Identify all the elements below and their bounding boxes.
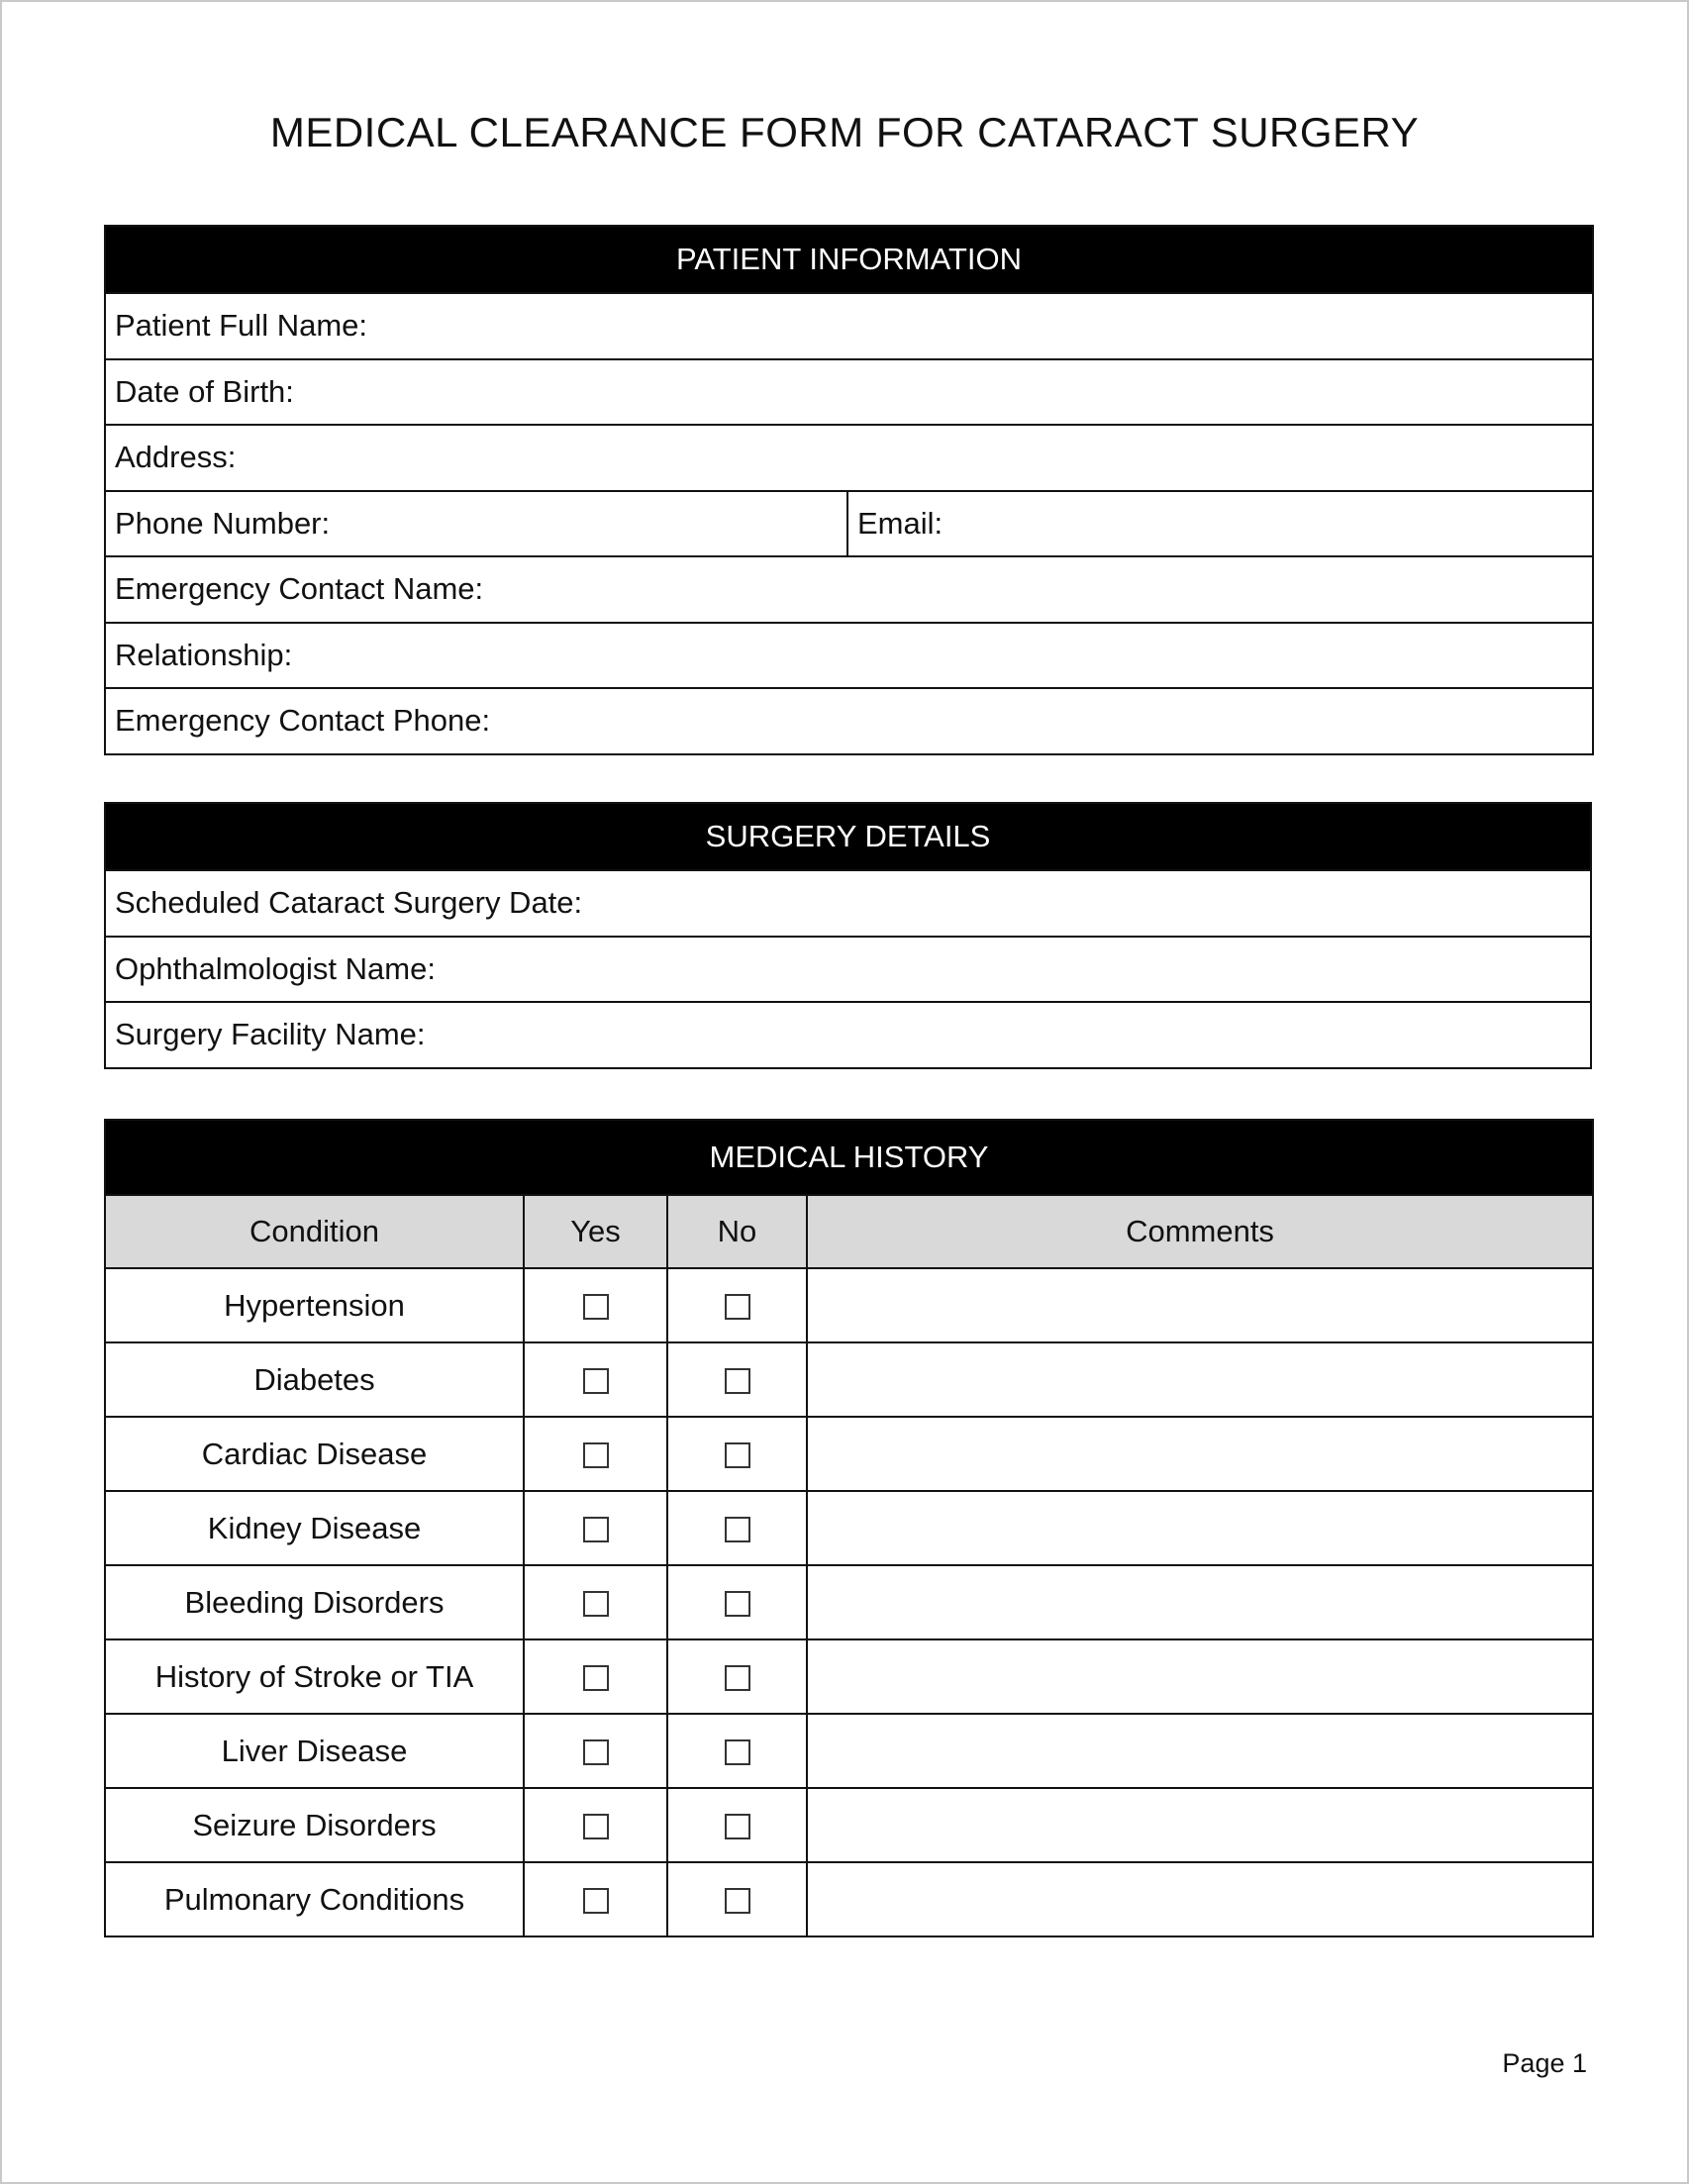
comments-cell[interactable] <box>807 1268 1593 1342</box>
condition-label: Seizure Disorders <box>105 1788 524 1862</box>
no-checkbox[interactable] <box>725 1665 750 1691</box>
no-checkbox[interactable] <box>725 1591 750 1617</box>
yes-checkbox[interactable] <box>583 1517 609 1542</box>
condition-label: Bleeding Disorders <box>105 1565 524 1639</box>
yes-checkbox[interactable] <box>583 1368 609 1394</box>
email-field[interactable]: Email: <box>847 491 1593 557</box>
comments-cell[interactable] <box>807 1788 1593 1862</box>
no-checkbox[interactable] <box>725 1814 750 1839</box>
yes-checkbox[interactable] <box>583 1739 609 1765</box>
patient-information-table <box>104 225 1594 755</box>
relationship-field[interactable]: Relationship: <box>105 623 1593 689</box>
table-row <box>105 1417 1593 1491</box>
emergency-contact-name-field[interactable]: Emergency Contact Name: <box>105 556 1593 623</box>
surgery-date-field[interactable]: Scheduled Cataract Surgery Date: <box>105 870 1591 937</box>
table-row <box>105 1788 1593 1862</box>
condition-label: Liver Disease <box>105 1714 524 1788</box>
comments-cell[interactable] <box>807 1639 1593 1714</box>
comments-cell[interactable] <box>807 1342 1593 1417</box>
page-number: Page 1 <box>1502 2048 1587 2078</box>
condition-label: History of Stroke or TIA <box>105 1639 524 1714</box>
yes-checkbox[interactable] <box>583 1814 609 1839</box>
table-row <box>105 1491 1593 1565</box>
column-header-no: No <box>667 1195 807 1268</box>
surgery-details-header: SURGERY DETAILS <box>105 803 1591 870</box>
comments-cell[interactable] <box>807 1714 1593 1788</box>
date-of-birth-field[interactable]: Date of Birth: <box>105 359 1593 426</box>
no-checkbox[interactable] <box>725 1442 750 1468</box>
comments-cell[interactable] <box>807 1491 1593 1565</box>
no-checkbox[interactable] <box>725 1294 750 1320</box>
yes-checkbox[interactable] <box>583 1591 609 1617</box>
condition-label: Cardiac Disease <box>105 1417 524 1491</box>
column-header-yes: Yes <box>524 1195 667 1268</box>
yes-checkbox[interactable] <box>583 1888 609 1914</box>
column-header-comments: Comments <box>807 1195 1593 1268</box>
emergency-contact-phone-field[interactable]: Emergency Contact Phone: <box>105 688 1593 754</box>
ophthalmologist-name-field[interactable]: Ophthalmologist Name: <box>105 937 1591 1003</box>
no-checkbox[interactable] <box>725 1368 750 1394</box>
patient-full-name-field[interactable]: Patient Full Name: <box>105 293 1593 359</box>
table-row <box>105 1639 1593 1714</box>
phone-number-field[interactable]: Phone Number: <box>105 491 847 557</box>
condition-label: Kidney Disease <box>105 1491 524 1565</box>
table-row <box>105 1714 1593 1788</box>
medical-history-header: MEDICAL HISTORY <box>105 1120 1593 1195</box>
condition-label: Diabetes <box>105 1342 524 1417</box>
table-row <box>105 1342 1593 1417</box>
yes-checkbox[interactable] <box>583 1665 609 1691</box>
yes-checkbox[interactable] <box>583 1294 609 1320</box>
page-title: MEDICAL CLEARANCE FORM FOR CATARACT SURGERY <box>269 109 1420 155</box>
no-checkbox[interactable] <box>725 1517 750 1542</box>
patient-information-header: PATIENT INFORMATION <box>105 226 1593 293</box>
comments-cell[interactable] <box>807 1862 1593 1936</box>
condition-label: Pulmonary Conditions <box>105 1862 524 1936</box>
no-checkbox[interactable] <box>725 1888 750 1914</box>
table-row <box>105 1268 1593 1342</box>
surgery-details-table <box>104 802 1592 1069</box>
no-checkbox[interactable] <box>725 1739 750 1765</box>
comments-cell[interactable] <box>807 1417 1593 1491</box>
medical-history-table <box>104 1119 1594 1937</box>
comments-cell[interactable] <box>807 1565 1593 1639</box>
column-header-condition: Condition <box>105 1195 524 1268</box>
surgery-facility-field[interactable]: Surgery Facility Name: <box>105 1002 1591 1068</box>
table-row <box>105 1862 1593 1936</box>
address-field[interactable]: Address: <box>105 425 1593 491</box>
yes-checkbox[interactable] <box>583 1442 609 1468</box>
condition-label: Hypertension <box>105 1268 524 1342</box>
table-row <box>105 1565 1593 1639</box>
